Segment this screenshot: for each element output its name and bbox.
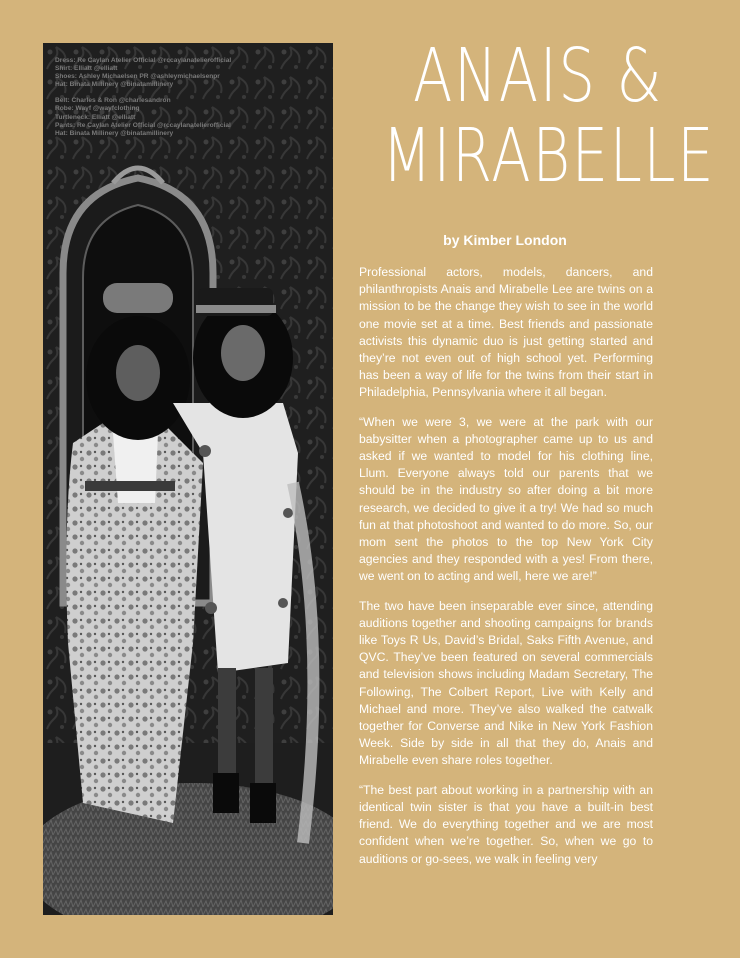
credit-line: Dress: Re Caylan Atelier Official @rccaylanatelierofficial (55, 57, 232, 64)
credit-line: Hat: Binata Millinery @binatamillinery (55, 129, 174, 137)
credit-line: Robe: Wayf @wayfclothing (55, 105, 140, 113)
article-title (382, 33, 716, 199)
paragraph: “The best part about working in a partnership with an identical twin sister is that you have a built-in best friend. We do everything together and we are most confident when we’re together. So, when we go to auditions or go-sees, we walk in feeling very (359, 782, 653, 866)
photo-credits (55, 57, 325, 146)
credit-line: Belt: Charles & Ron @charlesandron (55, 97, 171, 105)
paragraph: The two have been inseparable ever since, attending auditions together and shooting campaigns for brands like Toys R Us, David’s Bridal, Saks Fifth Avenue, and QVC. They’ve been featured on several commercials and television shows including Madam Secretary, The Following, The Colbert Report, Live with Kelly and Michael and more. They’ve also walked the catwalk together for Converse and Nike in New York Fashion Week. Side by side in all that they do, Anais and Mirabelle even share roles together. (359, 598, 653, 768)
title-line-1: ANAIS & (412, 33, 664, 119)
credit-line: Pants: Re Caylan Atelier Official @rccaylanatelierofficial (55, 121, 231, 129)
article-body (359, 264, 653, 911)
paragraph: “When we were 3, we were at the park with our babysitter when a photographer came up to us and asked if we wanted to model for his clothing line, Llum. Everyone always told our parents that we should be in the industry so after doing a bit more research, we decided to give it a try! We had so much fun at that photoshoot and wanted to do more. So, our mom sent the photos to the top New York City agencies and they responded with a yes! From there, we went on to acting and well, here we are!” (359, 414, 653, 584)
credits-group (55, 97, 325, 137)
photo-illustration (43, 43, 333, 915)
byline: by Kimber London (443, 232, 567, 248)
title-line-2: MIRABELLE (382, 113, 716, 199)
credit-line: Turtleneck: Elliatt @elliatt (55, 113, 136, 121)
credits-group (55, 57, 325, 89)
paragraph: Professional actors, models, dancers, and philanthropists Anais and Mirabelle Lee are twins on a mission to be the change they wish to see in the world one movie set at a time. Best friends and passionate activists this dynamic duo is just getting started and they’re not even out of high school yet. Performing has been a way of life for the twins from their start in Philadelphia, Pennsylvania where it all began. (359, 265, 653, 400)
credit-line: Shirt: Elliatt @elliatt (55, 65, 118, 73)
credit-line: Hat: Binata Millinery @binatamillinery (55, 81, 174, 89)
credit-line: Shoes: Ashley Michaelsen PR @ashleymichaelsenpr (55, 73, 220, 81)
twins-photo (43, 43, 333, 915)
